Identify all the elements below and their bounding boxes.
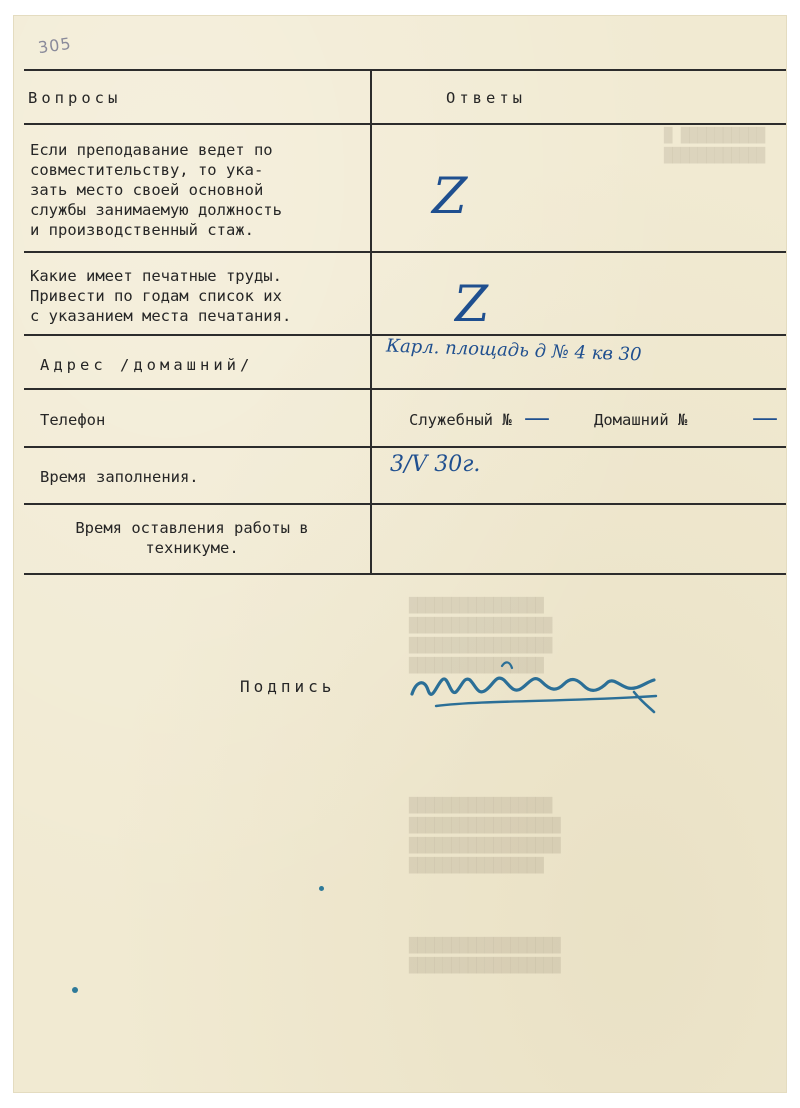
answer-phone-work: — bbox=[524, 403, 550, 433]
signature-label: Подпись bbox=[240, 677, 336, 696]
question-leave-date: Время оставления работы в техникуме. bbox=[75, 519, 309, 557]
answer-phone-home-label: Домашний № bbox=[594, 411, 688, 429]
document-sheet bbox=[14, 16, 786, 1092]
row3-bottom-rule bbox=[24, 388, 786, 390]
header-questions: Вопросы bbox=[28, 89, 122, 107]
question-publications: Какие имеет печатные труды. Привести по годам список их с указанием места печатания. bbox=[30, 267, 292, 325]
column-divider bbox=[370, 69, 372, 575]
answer-publications: Z bbox=[449, 275, 493, 333]
row5-bottom-rule bbox=[24, 503, 786, 505]
ink-speck bbox=[319, 886, 324, 891]
answer-phone-work-label: Служебный № bbox=[409, 411, 512, 429]
answer-phone-home: — bbox=[752, 403, 778, 433]
row1-bottom-rule bbox=[24, 251, 786, 253]
row4-bottom-rule bbox=[24, 446, 786, 448]
answer-home-address: Карл. площадь д № 4 кв 30 bbox=[385, 335, 642, 366]
question-fill-date: Время заполнения. bbox=[40, 468, 199, 486]
header-bottom-rule bbox=[24, 123, 786, 125]
ink-speck bbox=[72, 987, 78, 993]
archive-number: 305 bbox=[36, 33, 73, 58]
signature-graphic bbox=[406, 656, 686, 716]
question-side-job: Если преподавание ведет по совместительству, то ука- зать место своей основной службы занимаемую должность и производственный стаж. bbox=[30, 141, 282, 239]
question-phone: Телефон bbox=[40, 411, 106, 429]
answer-side-job: Z bbox=[425, 167, 473, 225]
table-top-rule bbox=[24, 69, 786, 71]
bleed-through: ██████████████████ ██████████████████ bbox=[409, 938, 561, 974]
header-answers: Ответы bbox=[446, 89, 526, 107]
table-bottom-rule bbox=[24, 573, 786, 575]
bleed-through: █████████████████ ██████████████████ ██████████████████ ████████████████ bbox=[409, 798, 561, 874]
bleed-through: ████████████████ █████████████████ █████████████████ ████████████████ bbox=[409, 598, 553, 674]
bleed-through: █ ██████████ ████████████ bbox=[664, 128, 766, 164]
question-home-address: Адрес /домашний/ bbox=[40, 356, 254, 374]
answer-fill-date: 3/V 30г. bbox=[390, 452, 481, 477]
